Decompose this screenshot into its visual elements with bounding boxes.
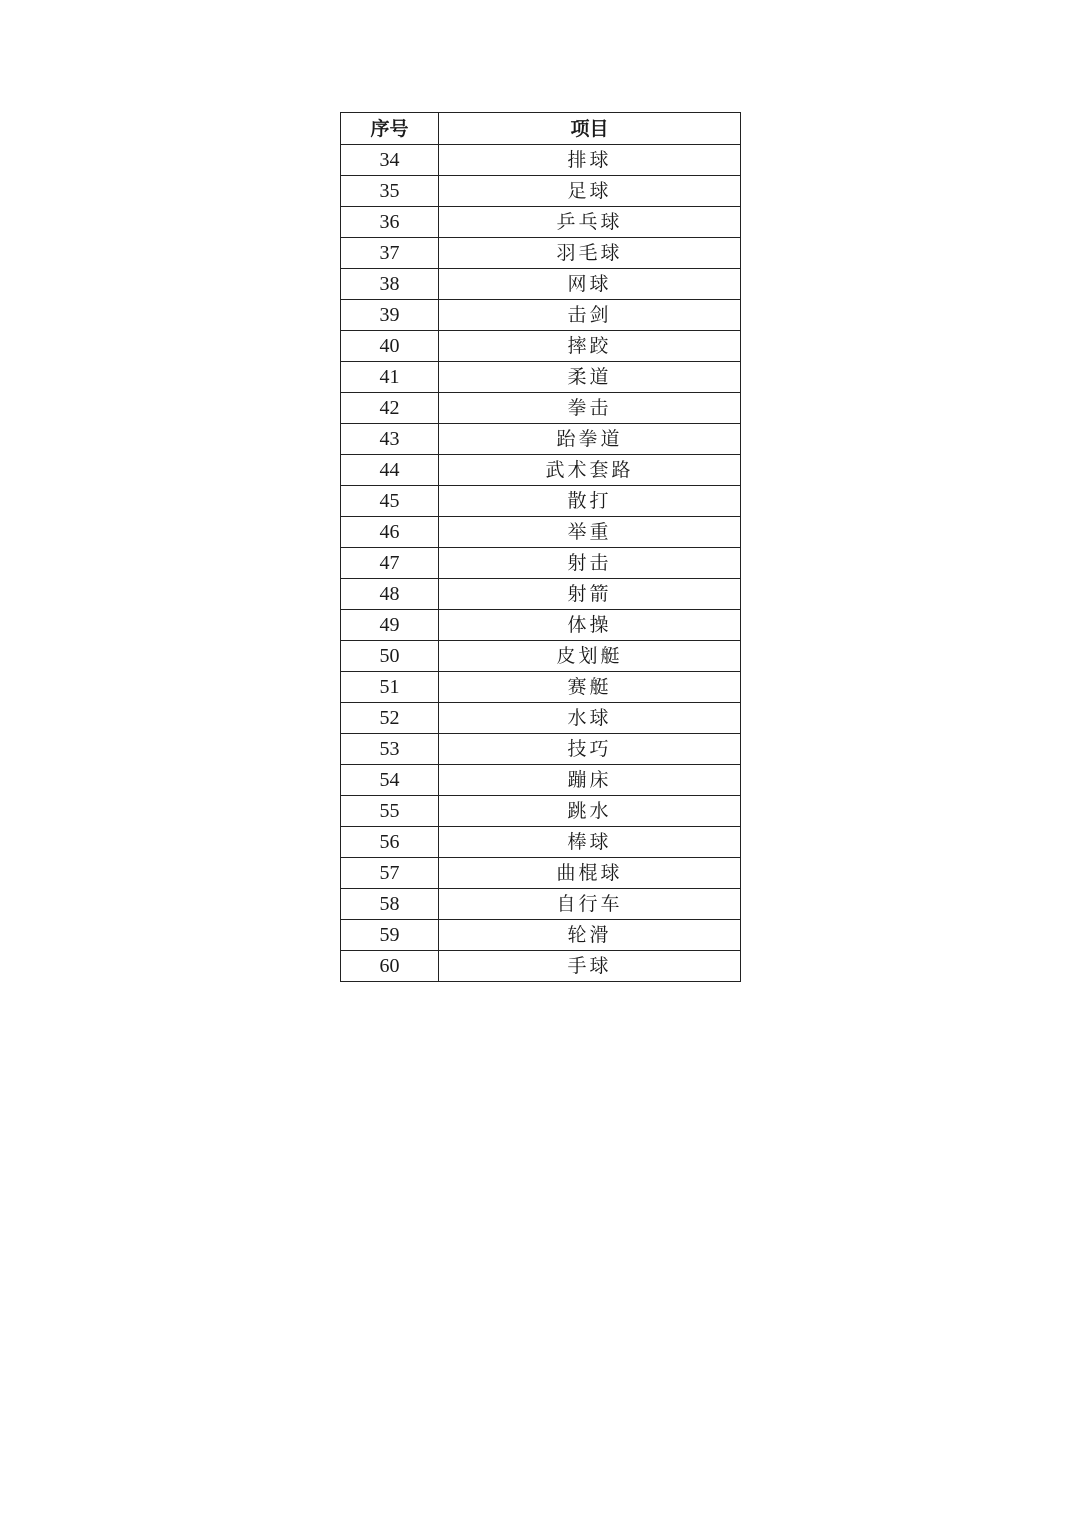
row-item-cell: 蹦床: [439, 765, 741, 796]
table-row: [341, 331, 741, 362]
row-item-cell: 羽毛球: [439, 238, 741, 269]
row-item-cell: 举重: [439, 517, 741, 548]
row-number-cell: 47: [341, 548, 439, 579]
row-number-cell: 35: [341, 176, 439, 207]
row-number-cell: 52: [341, 703, 439, 734]
header-row: [341, 113, 741, 145]
table-row: [341, 517, 741, 548]
row-item-cell: 赛艇: [439, 672, 741, 703]
table-row: [341, 889, 741, 920]
row-item-cell: 柔道: [439, 362, 741, 393]
table-row: [341, 238, 741, 269]
table-row: [341, 951, 741, 982]
row-item-cell: 轮滑: [439, 920, 741, 951]
row-number-cell: 46: [341, 517, 439, 548]
row-number-cell: 49: [341, 610, 439, 641]
row-item-cell: 跳水: [439, 796, 741, 827]
table-row: [341, 362, 741, 393]
row-number-cell: 56: [341, 827, 439, 858]
table-row: [341, 703, 741, 734]
row-number-cell: 54: [341, 765, 439, 796]
row-item-cell: 自行车: [439, 889, 741, 920]
row-item-cell: 皮划艇: [439, 641, 741, 672]
row-item-cell: 乒乓球: [439, 207, 741, 238]
table-row: [341, 176, 741, 207]
row-number-cell: 53: [341, 734, 439, 765]
row-number-cell: 37: [341, 238, 439, 269]
column-header-number: 序号: [341, 113, 439, 145]
table-row: [341, 300, 741, 331]
row-item-cell: 技巧: [439, 734, 741, 765]
sports-items-table: [340, 112, 741, 982]
row-item-cell: 棒球: [439, 827, 741, 858]
row-number-cell: 44: [341, 455, 439, 486]
row-number-cell: 36: [341, 207, 439, 238]
row-number-cell: 58: [341, 889, 439, 920]
row-number-cell: 40: [341, 331, 439, 362]
row-number-cell: 41: [341, 362, 439, 393]
table-row: [341, 796, 741, 827]
row-item-cell: 摔跤: [439, 331, 741, 362]
row-item-cell: 武术套路: [439, 455, 741, 486]
row-item-cell: 体操: [439, 610, 741, 641]
row-item-cell: 曲棍球: [439, 858, 741, 889]
row-number-cell: 42: [341, 393, 439, 424]
table-body: [341, 145, 741, 982]
table-row: [341, 548, 741, 579]
row-number-cell: 50: [341, 641, 439, 672]
row-number-cell: 55: [341, 796, 439, 827]
table-row: [341, 920, 741, 951]
table-row: [341, 269, 741, 300]
row-item-cell: 手球: [439, 951, 741, 982]
table-row: [341, 579, 741, 610]
table-header: [341, 113, 741, 145]
table-row: [341, 765, 741, 796]
row-item-cell: 射击: [439, 548, 741, 579]
row-number-cell: 48: [341, 579, 439, 610]
row-number-cell: 51: [341, 672, 439, 703]
row-item-cell: 跆拳道: [439, 424, 741, 455]
row-item-cell: 水球: [439, 703, 741, 734]
row-number-cell: 43: [341, 424, 439, 455]
table-row: [341, 145, 741, 176]
table-row: [341, 207, 741, 238]
row-number-cell: 38: [341, 269, 439, 300]
row-item-cell: 足球: [439, 176, 741, 207]
table-row: [341, 734, 741, 765]
row-number-cell: 57: [341, 858, 439, 889]
row-item-cell: 击剑: [439, 300, 741, 331]
row-item-cell: 散打: [439, 486, 741, 517]
table-row: [341, 827, 741, 858]
table-row: [341, 455, 741, 486]
row-item-cell: 拳击: [439, 393, 741, 424]
table-row: [341, 858, 741, 889]
row-item-cell: 网球: [439, 269, 741, 300]
row-number-cell: 34: [341, 145, 439, 176]
table-row: [341, 610, 741, 641]
column-header-item: 项目: [439, 113, 741, 145]
row-number-cell: 45: [341, 486, 439, 517]
table-row: [341, 486, 741, 517]
row-number-cell: 60: [341, 951, 439, 982]
row-number-cell: 39: [341, 300, 439, 331]
table-row: [341, 424, 741, 455]
row-number-cell: 59: [341, 920, 439, 951]
table-row: [341, 393, 741, 424]
row-item-cell: 射箭: [439, 579, 741, 610]
row-item-cell: 排球: [439, 145, 741, 176]
table-row: [341, 641, 741, 672]
table-row: [341, 672, 741, 703]
